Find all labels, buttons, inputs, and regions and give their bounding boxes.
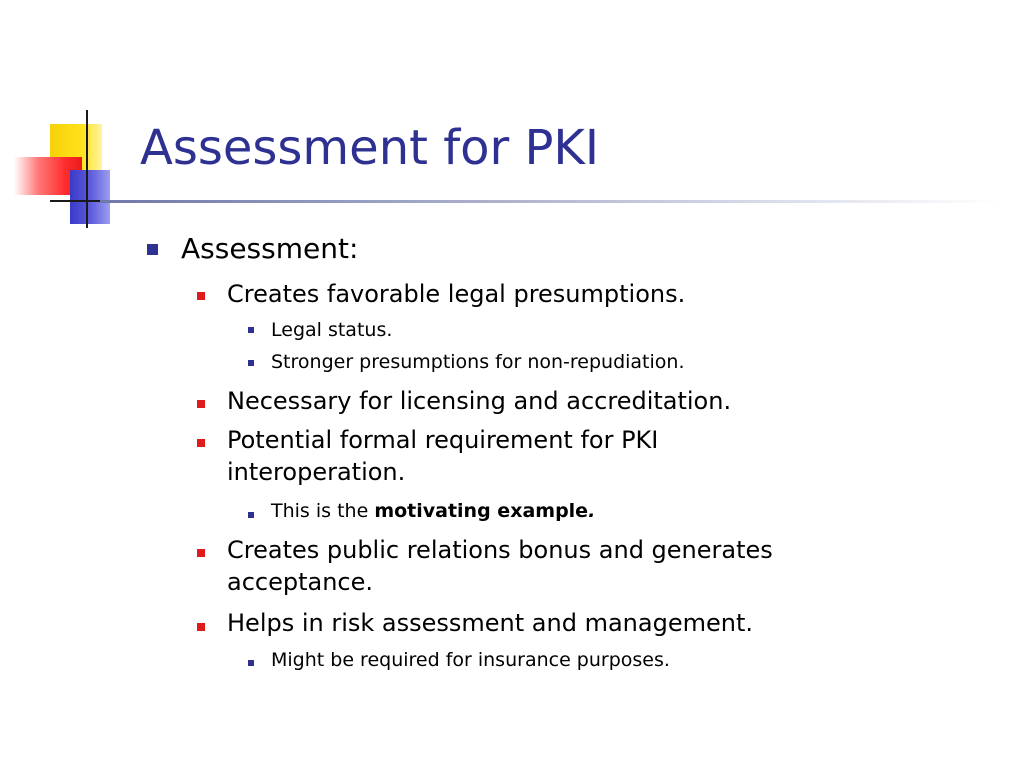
- logo-blue-square: [70, 170, 110, 224]
- bullet-text: Helps in risk assessment and management.: [227, 609, 753, 637]
- motivating-bold: motivating example: [374, 500, 589, 522]
- bullet-square-icon: [248, 660, 254, 666]
- bullet-square-icon: [197, 292, 205, 300]
- bullet-square-icon: [248, 512, 254, 518]
- slide-title: Assessment for PKI: [140, 120, 600, 176]
- logo-vertical-line: [86, 110, 88, 228]
- bullet-text-line1: Creates public relations bonus and generates: [227, 536, 773, 564]
- bullet-text: Legal status.: [271, 319, 393, 341]
- bullet-square-icon: [197, 623, 205, 631]
- bullet-square-icon: [248, 327, 254, 333]
- bullet-text: Assessment:: [181, 232, 359, 265]
- bullet-square-icon: [248, 360, 254, 366]
- bullet-text: [271, 499, 595, 523]
- bullet-text-line1: Potential formal requirement for PKI: [227, 426, 659, 454]
- bullet-text: Stronger presumptions for non-repudiation.: [271, 351, 685, 373]
- bullet-text: Creates favorable legal presumptions.: [227, 280, 686, 308]
- motivating-prefix: This is the: [271, 500, 375, 522]
- bullet-text-line2: interoperation.: [227, 458, 406, 486]
- title-underline: [100, 200, 1000, 203]
- bullet-text: Necessary for licensing and accreditation.: [227, 387, 732, 415]
- bullet-square-icon: [147, 244, 158, 255]
- bullet-text-line2: acceptance.: [227, 568, 374, 596]
- bullet-square-icon: [197, 400, 205, 408]
- bullet-square-icon: [197, 549, 205, 557]
- bullet-square-icon: [197, 439, 205, 447]
- motivating-suffix: .: [588, 500, 596, 522]
- bullet-text: Might be required for insurance purposes.: [271, 649, 670, 671]
